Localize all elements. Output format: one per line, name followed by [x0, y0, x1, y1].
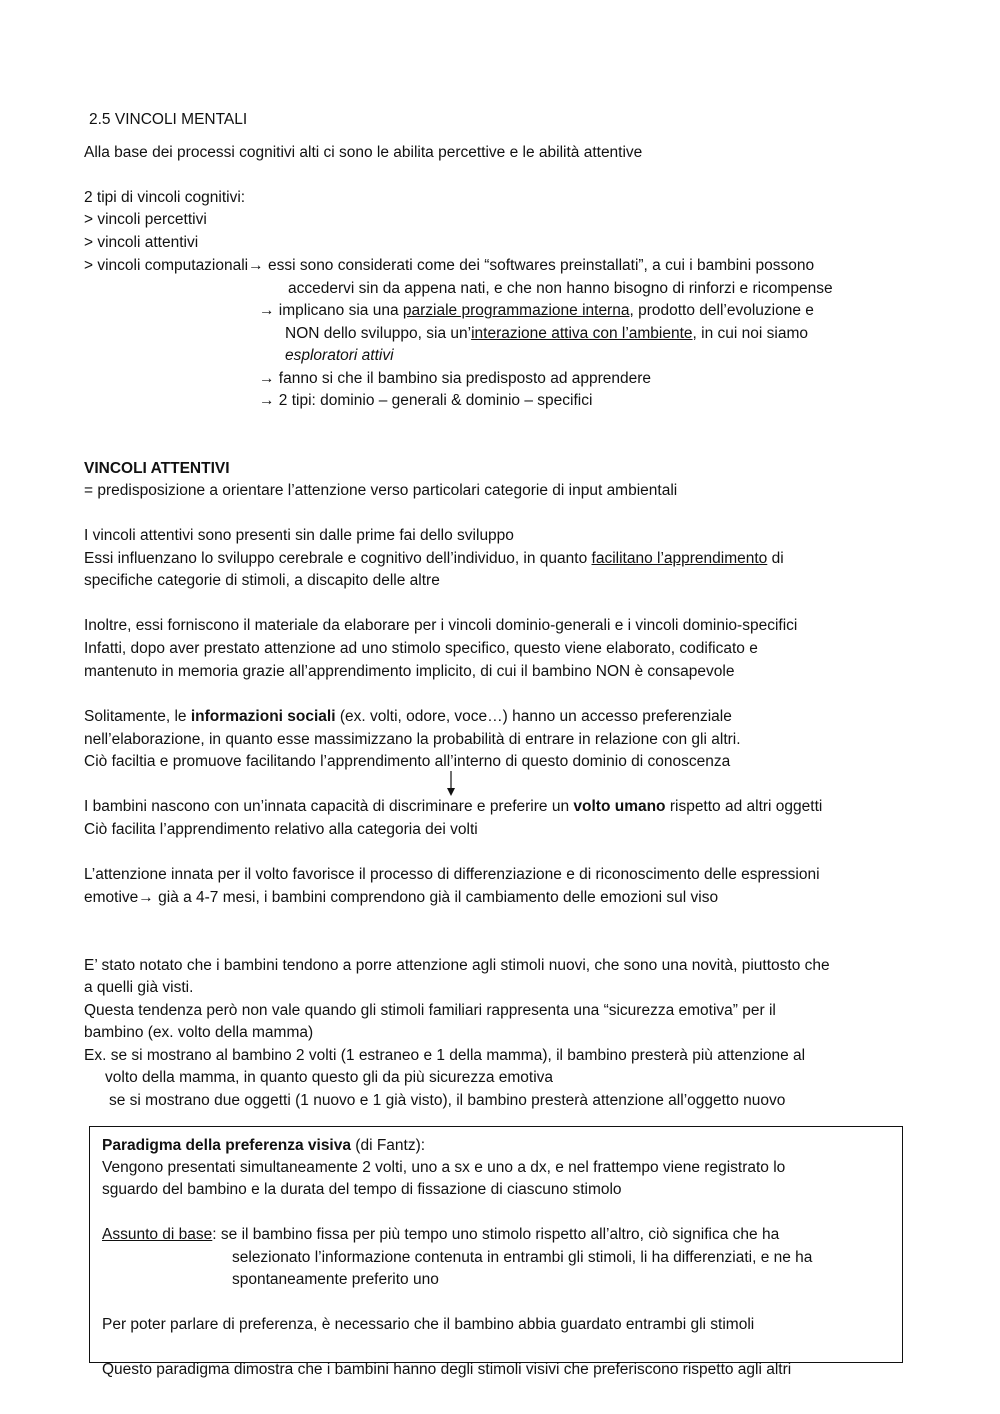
paragraph-line: se si mostrano due oggetti (1 nuovo e 1 già visto), il bambino presterà attenzione all’oggetto nuovo	[109, 1092, 786, 1109]
types-heading: 2 tipi di vincoli cognitivi:	[84, 189, 246, 206]
arrow-right-icon: →	[259, 392, 275, 409]
box-line: Vengono presentati simultaneamente 2 volti, uno a sx e uno a dx, e nel frattempo viene registrato lo	[102, 1159, 786, 1176]
arrow-right-icon: →	[259, 370, 275, 387]
box-assunto: Assunto di base: se il bambino fissa per più tempo uno stimolo rispetto all’altro, ciò significa che ha	[102, 1226, 780, 1243]
paragraph-line: Ex. se si mostrano al bambino 2 volti (1 estraneo e 1 della mamma), il bambino presterà più attenzione al	[84, 1047, 806, 1064]
paragraph-line: Questa tendenza però non vale quando gli stimoli familiari rappresenta una “sicurezza emotiva” per il	[84, 1002, 776, 1019]
paragraph-line: L’attenzione innata per il volto favorisce il processo di differenziazione e di riconoscimento delle espressioni	[84, 866, 820, 883]
paragraph-line: I bambini nascono con un’innata capacità di discriminare e preferire un volto umano rispetto ad altri oggetti	[84, 798, 823, 815]
arrow-right-icon: →	[138, 889, 154, 906]
attentivi-heading: VINCOLI ATTENTIVI	[84, 460, 230, 477]
paragraph-line: Ciò faciltia e promuove facilitando l’apprendimento all’interno di questo dominio di conoscenza	[84, 753, 731, 770]
section-title: 2.5 VINCOLI MENTALI	[89, 111, 248, 128]
paragraph-line: Inoltre, essi forniscono il materiale da elaborare per i vincoli dominio-generali e i vincoli dominio-specifici	[84, 617, 798, 634]
box-line: spontaneamente preferito uno	[232, 1271, 439, 1288]
intro-text: Alla base dei processi cognitivi alti ci sono le abilita percettive e le abilità attentive	[84, 144, 643, 161]
paragraph-line: nell’elaborazione, in quanto esse massimizzano la probabilità di entrare in relazione con gli altri.	[84, 731, 741, 748]
box-line: Per poter parlare di preferenza, è necessario che il bambino abbia guardato entrambi gli stimoli	[102, 1316, 755, 1333]
box-line: sguardo del bambino e la durata del tempo di fissazione di ciascuno stimolo	[102, 1181, 622, 1198]
list-item-attentivi: > vincoli attentivi	[84, 234, 199, 251]
box-line: selezionato l’informazione contenuta in entrambi gli stimoli, li ha differenziati, e ne ha	[232, 1249, 813, 1266]
paragraph-line: I vincoli attentivi sono presenti sin dalle prime fai dello sviluppo	[84, 527, 514, 544]
paragraph-line: Essi influenzano lo sviluppo cerebrale e cognitivo dell’individuo, in quanto facilitano l’apprendimento di	[84, 550, 784, 567]
computazionali-point-2: → implicano sia una parziale programmazione interna, prodotto dell’evoluzione e	[259, 302, 814, 319]
paragraph-line: volto della mamma, in quanto questo gli da più sicurezza emotiva	[105, 1069, 554, 1086]
computazionali-point-2-line-3: esploratori attivi	[285, 347, 394, 364]
paragraph-line: E’ stato notato che i bambini tendono a porre attenzione agli stimoli nuovi, che sono una novità, piuttosto che	[84, 957, 830, 974]
paragraph-line: specifiche categorie di stimoli, a discapito delle altre	[84, 572, 440, 589]
computazionali-point-3: → fanno si che il bambino sia predisposto ad apprendere	[259, 370, 652, 387]
arrow-down-icon	[444, 771, 458, 797]
paragraph-line: a quelli già visti.	[84, 979, 194, 996]
box-line: Questo paradigma dimostra che i bambini hanno degli stimoli visivi che preferiscono rispetto agli altri	[102, 1361, 792, 1378]
list-item-computazionali: > vincoli computazionali→ essi sono considerati come dei “softwares preinstallati”, a cui i bambini possono	[84, 257, 815, 274]
arrow-right-icon: →	[259, 302, 275, 319]
paragraph-line: mantenuto in memoria grazie all’apprendimento implicito, di cui il bambino NON è consapevole	[84, 663, 735, 680]
arrow-right-icon: →	[248, 257, 264, 274]
computazionali-line-2: accedervi sin da appena nati, e che non hanno bisogno di rinforzi e ricompense	[288, 280, 833, 297]
attentivi-definition: = predisposizione a orientare l’attenzione verso particolari categorie di input ambientali	[84, 482, 678, 499]
paragraph-line: emotive→ già a 4-7 mesi, i bambini comprendono già il cambiamento delle emozioni sul viso	[84, 889, 719, 906]
computazionali-point-4: → 2 tipi: dominio – generali & dominio – specifici	[259, 392, 593, 409]
computazionali-point-2-line-2: NON dello sviluppo, sia un’interazione attiva con l’ambiente, in cui noi siamo	[285, 325, 808, 342]
box-title: Paradigma della preferenza visiva (di Fantz):	[102, 1137, 426, 1154]
paragraph-line: bambino (ex. volto della mamma)	[84, 1024, 314, 1041]
paragraph-line: Solitamente, le informazioni sociali (ex. volti, odore, voce…) hanno un accesso preferenziale	[84, 708, 732, 725]
list-item-percettivi: > vincoli percettivi	[84, 211, 207, 228]
paragraph-line: Ciò facilita l’apprendimento relativo alla categoria dei volti	[84, 821, 478, 838]
paragraph-line: Infatti, dopo aver prestato attenzione ad uno stimolo specifico, questo viene elaborato, codificato e	[84, 640, 758, 657]
